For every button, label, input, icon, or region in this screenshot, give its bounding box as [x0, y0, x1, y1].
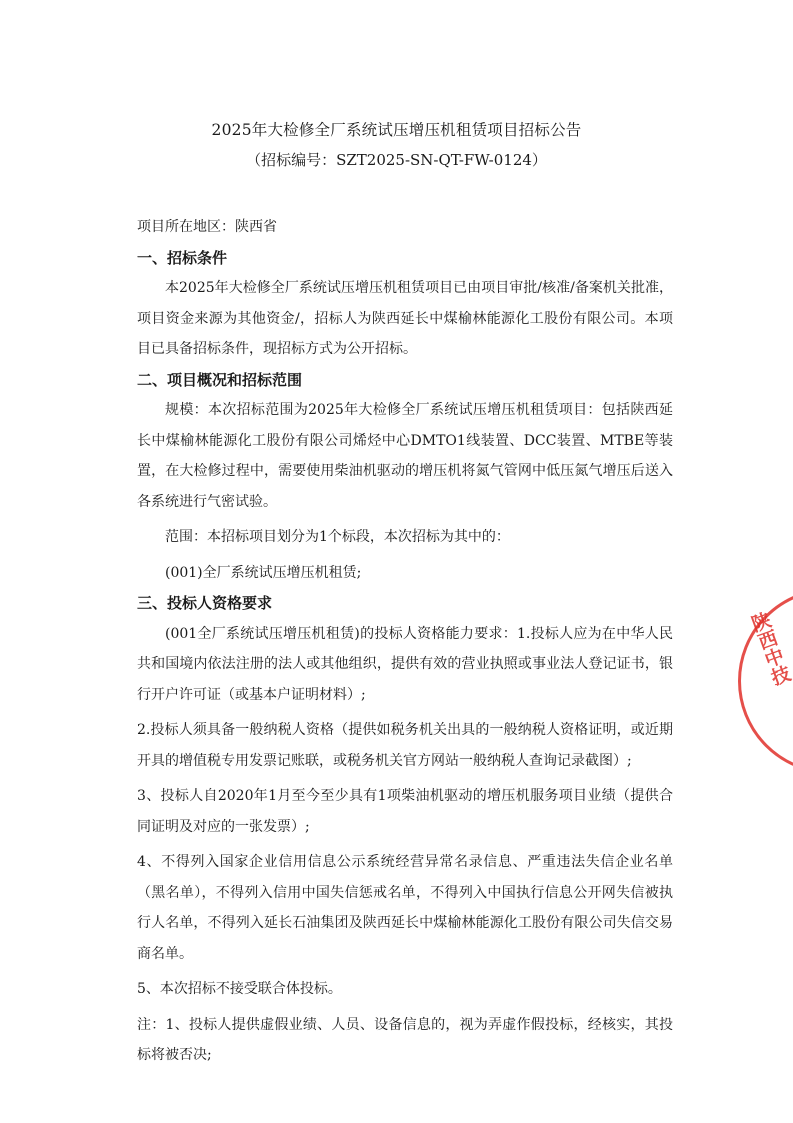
section-heading-overview: 二、项目概况和招标范围	[137, 370, 303, 389]
note-paragraph: 注：1、投标人提供虚假业绩、人员、设备信息的，视为弄虚作假投标，经核实，其投标将被否决;	[137, 1016, 673, 1063]
paragraph: 2.投标人须具备一般纳税人资格（提供如税务机关出具的一般纳税人资格证明，或近期开具的增值税专用发票记账联，或税务机关官方网站一般纳税人查询记录截图）;	[137, 722, 673, 769]
tender-number: （招标编号：SZT2025-SN-QT-FW-0124）	[246, 151, 547, 169]
project-region: 项目所在地区：陕西省	[137, 219, 277, 235]
paragraph: 3、投标人自2020年1月至今至少具有1项柴油机驱动的增压机服务项目业绩（提供合同证明及对应的一张发票）;	[137, 788, 673, 835]
paragraph: 本2025年大检修全厂系统试压增压机租赁项目已由项目审批/核准/备案机关批准，项目资金来源为其他资金/，招标人为陕西延长中煤榆林能源化工股份有限公司。本项目已具备招标条件，现招标方式为公开招标。	[137, 280, 673, 357]
document-body	[137, 212, 673, 1071]
paragraph: 4、不得列入国家企业信用信息公示系统经营异常名录信息、严重违法失信企业名单（黑名单），不得列入信用中国失信惩戒名单，不得列入中国执行信息公开网失信被执行人名单，不得列入延长石油集团及陕西延长中煤榆林能源化工股份有限公司失信交易商名单。	[137, 854, 673, 962]
paragraph: (001全厂系统试压增压机租赁)的投标人资格能力要求：1.投标人应为在中华人民共和国境内依法注册的法人或其他组织，提供有效的营业执照或事业法人登记证书，银行开户许可证（或基本户证明材料）;	[137, 625, 673, 703]
company-seal-text: 陕西中技	[746, 609, 793, 689]
section-heading-qualification: 三、投标人资格要求	[137, 594, 273, 612]
paragraph: 范围：本招标项目划分为1个标段，本次招标为其中的：	[165, 529, 510, 545]
paragraph: 5、本次招标不接受联合体投标。	[137, 981, 342, 997]
section-heading-conditions: 一、招标条件	[137, 248, 228, 267]
paragraph: (001)全厂系统试压增压机租赁;	[165, 564, 362, 581]
paragraph: 规模：本次招标范围为2025年大检修全厂系统试压增压机租赁项目：包括陕西延长中煤榆林能源化工股份有限公司烯烃中心DMTO1线装置、DCC装置、MTBE等装置，在大检修过程中，需要使用柴油机驱动的增压机将氮气管网中低压氮气增压后送入各系统进行气密试验。	[137, 402, 673, 510]
page-title: 2025年大检修全厂系统试压增压机租赁项目招标公告	[211, 121, 582, 139]
